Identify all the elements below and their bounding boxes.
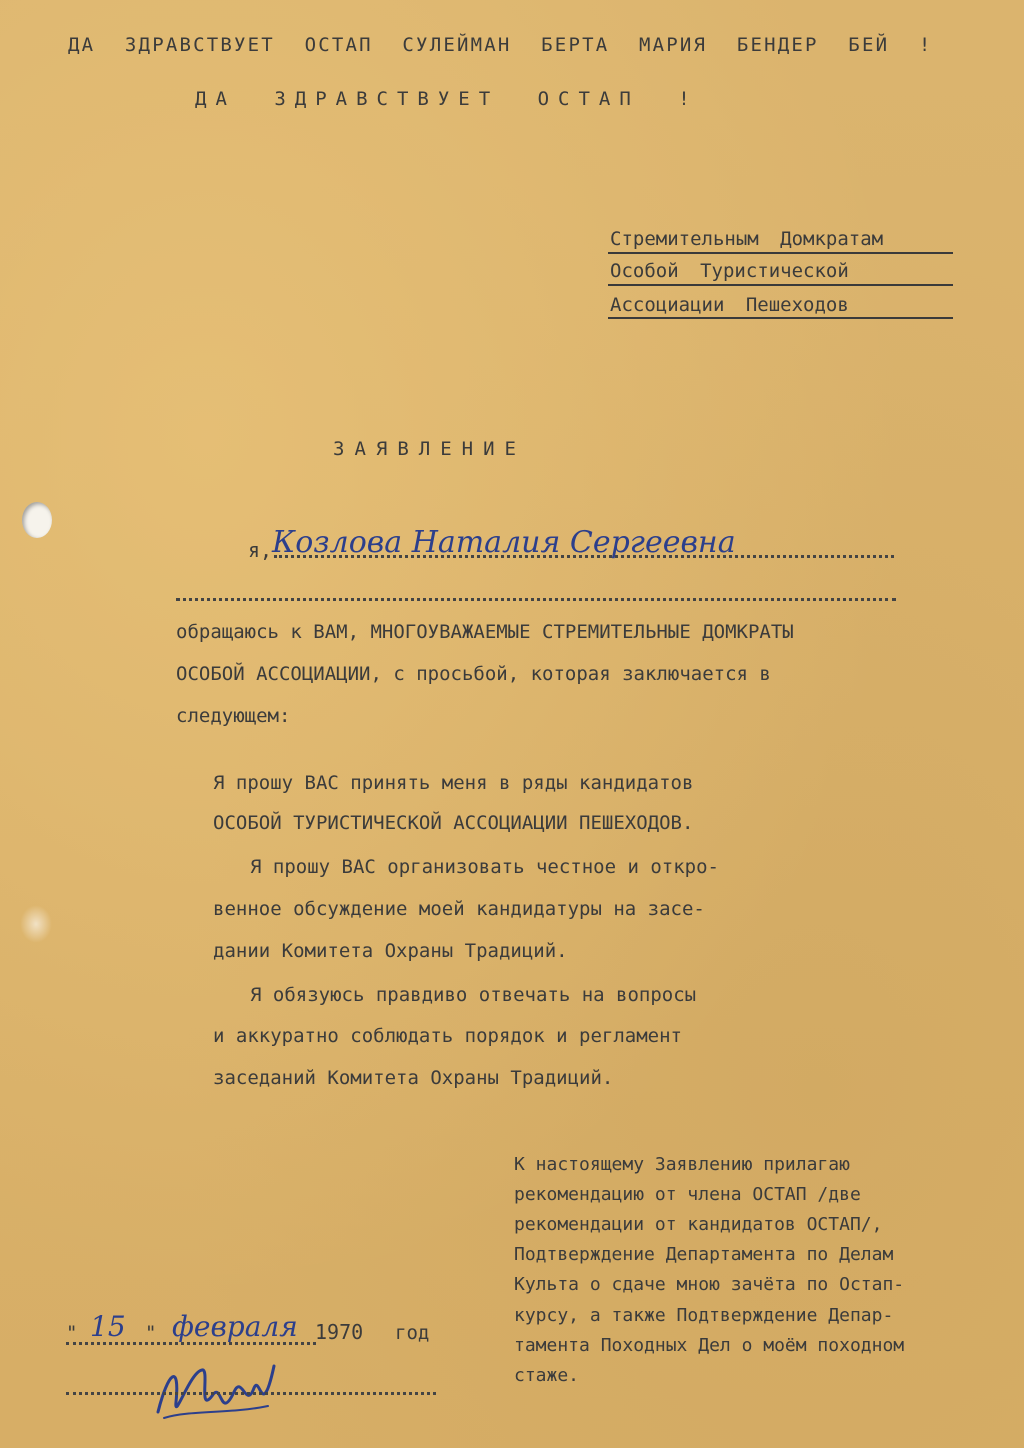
request-line4: венное обсуждение моей кандидатуры на засе- [213,898,705,920]
attachments-line2: рекомендацию от члена ОСТАП /две [514,1184,861,1205]
attachments-line4: Подтверждение Департамента по Делам [514,1244,894,1265]
intro-line1: обращаюсь к ВАМ, МНОГОУВАЖАЕМЫЕ СТРЕМИТЕЛЬНЫЕ ДОМКРАТЫ [176,621,794,643]
paper-crease [20,905,52,943]
addressee-line3: Ассоциации Пешеходов [610,294,849,316]
dotted-fill-line [66,1392,436,1395]
request-line2: ОСОБОЙ ТУРИСТИЧЕСКОЙ АССОЦИАЦИИ ПЕШЕХОДОВ. [213,812,694,834]
punch-hole [22,502,52,538]
document-title: ЗАЯВЛЕНИЕ [333,438,526,460]
date-month-handwritten: февраля [172,1310,298,1343]
attachments-line5: Культа о сдаче мною зачёта по Остап- [514,1274,905,1295]
header-slogan-line1: ДА ЗДРАВСТВУЕТ ОСТАП СУЛЕЙМАН БЕРТА МАРИЯ БЕНДЕР БЕЙ ! [68,34,933,56]
attachments-line8: стаже. [514,1365,580,1386]
date-suffix: год [395,1322,430,1344]
request-line1: Я прошу ВАС принять меня в ряды кандидатов [213,772,694,794]
request-line3: Я прошу ВАС организовать честное и откро- [250,856,719,878]
date-day-handwritten: 15 [90,1310,126,1343]
header-slogan-line2: ДА ЗДРАВСТВУЕТ ОСТАП ! [195,88,699,110]
dotted-fill-line [66,1342,316,1345]
attachments-line1: К настоящему Заявлению прилагаю [514,1154,850,1175]
addressee-underline [608,252,953,254]
addressee-line2: Особой Туристической [610,260,849,282]
attachments-line3: рекомендации от кандидатов ОСТАП/, [514,1214,883,1235]
date-year: 1970 [315,1320,364,1344]
addressee-underline [608,284,953,286]
date-open-quote: " [66,1322,78,1344]
dotted-fill-line [274,555,894,558]
attachments-line7: тамента Походных Дел о моём походном [514,1335,905,1356]
request-line6: Я обязуюсь правдиво отвечать на вопросы [250,984,697,1006]
applicant-name-handwritten: Козлова Наталия Сергеевна [272,525,736,560]
applicant-prefix: я, [248,538,273,562]
addressee-underline [608,317,953,319]
intro-line3: следующем: [176,705,291,727]
request-line5: дании Комитета Охраны Традиций. [213,940,568,962]
request-line8: заседаний Комитета Охраны Традиций. [213,1067,614,1089]
request-line7: и аккуратно соблюдать порядок и регламент [213,1025,682,1047]
intro-line2: ОСОБОЙ АССОЦИАЦИИ, с просьбой, которая заключается в [176,663,771,685]
date-close-quote: " [145,1322,157,1344]
dotted-fill-line [176,598,896,601]
addressee-line1: Стремительным Домкратам [610,228,884,250]
attachments-line6: курсу, а также Подтверждение Депар- [514,1305,894,1326]
